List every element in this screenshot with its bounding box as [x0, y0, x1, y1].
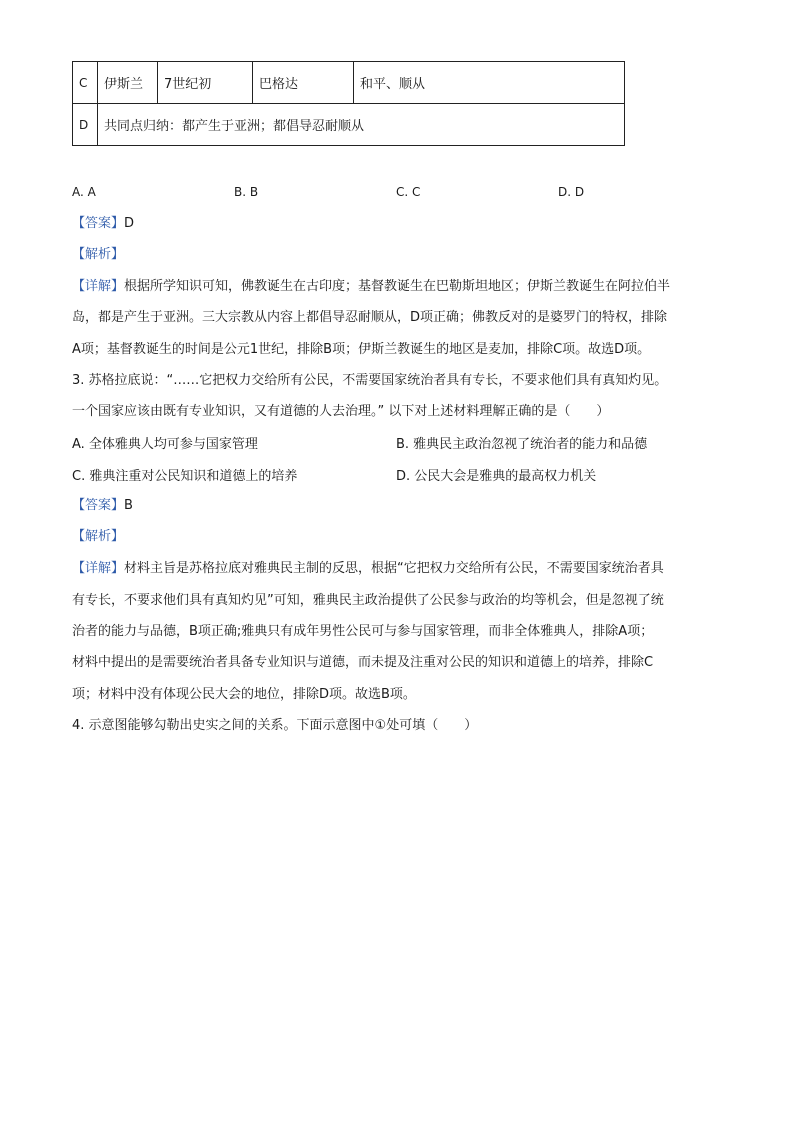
row-id: C: [73, 62, 98, 104]
choice-b: B. B: [234, 185, 259, 199]
detail-label: 【详解】: [72, 279, 125, 294]
answer-label: 【答案】: [72, 216, 125, 231]
q3-option-a: A. 全体雅典人均可参与国家管理: [72, 437, 258, 452]
q2-analysis-label: 【解析】: [72, 247, 125, 262]
q3-detail-line: 材料中提出的是需要统治者具备专业知识与道德，而未提及注重对公民的知识和道德上的培养，排除C: [72, 655, 654, 670]
row-id: D: [73, 104, 98, 146]
options-table: [72, 61, 625, 146]
table-row: [73, 62, 625, 104]
q2-answer: [72, 214, 134, 233]
choice-d: D. D: [558, 185, 585, 199]
q3-answer: [72, 496, 133, 515]
detail-label: 【详解】: [72, 561, 125, 576]
time-cell: 7世纪初: [158, 62, 253, 104]
q3-detail-line: 项；材料中没有体现公民大会的地位，排除D项。故选B项。: [72, 687, 416, 702]
choice-a: A. A: [72, 185, 96, 199]
content-cell: 和平、顺从: [354, 62, 625, 104]
answer-label: 【答案】: [72, 498, 125, 513]
answer-value: D: [124, 216, 135, 231]
q3-analysis-label: 【解析】: [72, 529, 125, 544]
summary-cell: 共同点归纳：都产生于亚洲；都倡导忍耐顺从: [98, 104, 625, 146]
q3-option-b: B. 雅典民主政治忽视了统治者的能力和品德: [396, 437, 648, 452]
table-row: [73, 104, 625, 146]
q2-detail-line: A项；基督教诞生的时间是公元1世纪，排除B项；伊斯兰教诞生的地区是麦加，排除C项。故选D项。: [72, 342, 651, 357]
q3-detail-line: 治者的能力与品德，B项正确;雅典只有成年男性公民可与参与国家管理，而非全体雅典人，排除A项；: [72, 624, 654, 639]
detail-text: 根据所学知识可知，佛教诞生在古印度；基督教诞生在巴勒斯坦地区；伊斯兰教诞生在阿拉伯半: [124, 279, 671, 294]
q4-stem: 4. 示意图能够勾勒出史实之间的关系。下面示意图中①处可填（ ）: [72, 718, 478, 733]
q2-detail-line: 岛，都是产生于亚洲。三大宗教从内容上都倡导忍耐顺从，D项正确；佛教反对的是婆罗门的特权，排除: [72, 310, 668, 325]
answer-value: B: [124, 498, 133, 513]
q3-option-d: D. 公民大会是雅典的最高权力机关: [396, 469, 597, 484]
religion-cell: 伊斯兰: [98, 62, 158, 104]
q3-stem-line: 一个国家应该由既有专业知识，又有道德的人去治理。” 以下对上述材料理解正确的是（ ）: [72, 404, 610, 419]
q3-detail-line: [72, 559, 664, 578]
detail-text: 材料主旨是苏格拉底对雅典民主制的反思，根据“它把权力交给所有公民，不需要国家统治者具: [124, 561, 664, 576]
q3-detail-line: 有专长，不要求他们具有真知灼见”可知，雅典民主政治提供了公民参与政治的均等机会，但是忽视了统: [72, 593, 664, 608]
place-cell: 巴格达: [253, 62, 354, 104]
q2-detail-line: [72, 277, 670, 296]
choice-c: C. C: [396, 185, 421, 199]
q3-option-c: C. 雅典注重对公民知识和道德上的培养: [72, 469, 298, 484]
q3-stem-line: 3. 苏格拉底说：“……它把权力交给所有公民，不需要国家统治者具有专长，不要求他们具有真知灼见。: [72, 373, 668, 388]
